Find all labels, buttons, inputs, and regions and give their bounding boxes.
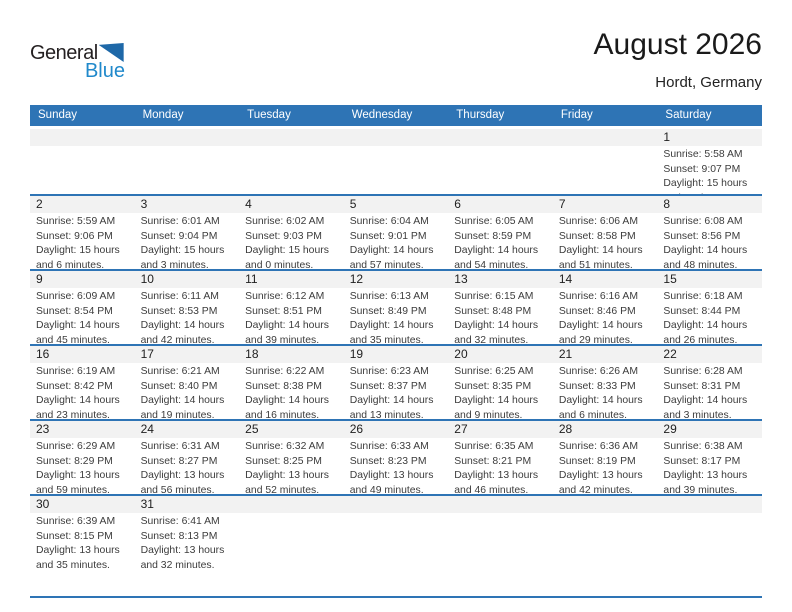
day-details xyxy=(657,146,762,194)
day-number: 6 xyxy=(448,196,553,213)
sunset-text: Sunset: 8:40 PM xyxy=(140,380,218,392)
day-cell-20 xyxy=(448,346,553,419)
sunrise-text: Sunrise: 5:59 AM xyxy=(36,216,116,227)
sunrise-text: Sunrise: 6:26 AM xyxy=(558,366,638,377)
day-number: 7 xyxy=(553,196,658,213)
day-details xyxy=(553,213,658,269)
sunset-text: Sunset: 8:37 PM xyxy=(349,380,427,392)
sunset-text: Sunset: 8:42 PM xyxy=(36,380,113,392)
sunrise-text: Sunrise: 6:19 AM xyxy=(36,366,116,377)
day-number: 3 xyxy=(135,196,240,213)
page-subtitle: Hordt, Germany xyxy=(655,74,762,91)
sunrise-text: Sunrise: 5:58 AM xyxy=(663,149,743,160)
day-cell-21 xyxy=(553,346,658,419)
day-number: 30 xyxy=(30,496,135,513)
daylight-text-line2: and 13 minutes. xyxy=(349,409,424,419)
day-cell-13 xyxy=(448,271,553,344)
sunset-text: Sunset: 8:25 PM xyxy=(245,455,322,467)
calendar-weeks xyxy=(30,129,762,598)
week-row xyxy=(30,496,762,598)
daylight-text-line2: and 49 minutes. xyxy=(349,484,424,494)
day-cell-6 xyxy=(448,196,553,269)
day-cell-28 xyxy=(553,421,658,494)
day-number: 28 xyxy=(553,421,658,438)
daylight-text-line2: and 57 minutes. xyxy=(349,259,424,269)
sunset-text: Sunset: 8:31 PM xyxy=(663,380,741,392)
daylight-text-line2: and 56 minutes. xyxy=(140,484,215,494)
day-details xyxy=(135,363,240,419)
daylight-text-line1: Daylight: 14 hours xyxy=(349,245,434,256)
day-number: 18 xyxy=(239,346,344,363)
day-cell-15 xyxy=(657,271,762,344)
day-number: 21 xyxy=(553,346,658,363)
daylight-text-line1: Daylight: 13 hours xyxy=(349,470,434,481)
sunset-text: Sunset: 8:27 PM xyxy=(140,455,218,467)
sunset-text: Sunset: 8:54 PM xyxy=(36,305,113,317)
day-number: 16 xyxy=(30,346,135,363)
day-number: 23 xyxy=(30,421,135,438)
week-row xyxy=(30,196,762,271)
day-details xyxy=(448,438,553,494)
day-details xyxy=(344,438,449,494)
day-details xyxy=(553,438,658,494)
daylight-text-line2: and 3 minutes. xyxy=(140,259,209,269)
sunset-text: Sunset: 8:59 PM xyxy=(454,230,532,242)
daylight-text-line2: and 9 minutes. xyxy=(454,409,523,419)
sunrise-text: Sunrise: 6:32 AM xyxy=(245,441,325,452)
sunset-text: Sunset: 9:03 PM xyxy=(245,230,322,242)
daylight-text-line1: Daylight: 14 hours xyxy=(140,320,225,331)
day-number: 13 xyxy=(448,271,553,288)
day-cell-8 xyxy=(657,196,762,269)
day-number: 29 xyxy=(657,421,762,438)
day-cell-23 xyxy=(30,421,135,494)
day-details xyxy=(30,288,135,344)
day-details xyxy=(657,513,762,515)
sunrise-text: Sunrise: 6:02 AM xyxy=(245,216,325,227)
day-details xyxy=(344,363,449,419)
sunset-text: Sunset: 9:04 PM xyxy=(140,230,218,242)
daylight-text-line2: and 35 minutes. xyxy=(36,559,110,571)
sunrise-text: Sunrise: 6:08 AM xyxy=(663,216,743,227)
empty-day-cell xyxy=(135,129,240,194)
day-cell-5 xyxy=(344,196,449,269)
day-cell-14 xyxy=(553,271,658,344)
sunrise-text: Sunrise: 6:18 AM xyxy=(663,291,743,302)
sunrise-text: Sunrise: 6:21 AM xyxy=(140,366,220,377)
day-number: 24 xyxy=(135,421,240,438)
day-details xyxy=(30,438,135,494)
day-cell-11 xyxy=(239,271,344,344)
daylight-text-line1: Daylight: 14 hours xyxy=(454,320,539,331)
daylight-text-line2: and 0 minutes. xyxy=(245,259,314,269)
day-number: 4 xyxy=(239,196,344,213)
sunrise-text: Sunrise: 6:13 AM xyxy=(349,291,429,302)
sunset-text: Sunset: 8:49 PM xyxy=(349,305,427,317)
day-details xyxy=(553,146,658,148)
weekday-header-friday: Friday xyxy=(560,109,593,121)
daylight-text-line1: Daylight: 15 hours xyxy=(245,245,329,256)
day-number: 20 xyxy=(448,346,553,363)
sunrise-text: Sunrise: 6:06 AM xyxy=(558,216,638,227)
daylight-text-line1: Daylight: 14 hours xyxy=(663,320,748,331)
day-cell-19 xyxy=(344,346,449,419)
day-details xyxy=(344,288,449,344)
daylight-text-line1: Daylight: 13 hours xyxy=(454,470,539,481)
sunset-text: Sunset: 8:56 PM xyxy=(663,230,741,242)
day-number: 15 xyxy=(657,271,762,288)
day-details xyxy=(344,213,449,269)
day-details xyxy=(657,363,762,419)
sunset-text: Sunset: 8:51 PM xyxy=(245,305,322,317)
day-cell-18 xyxy=(239,346,344,419)
day-details xyxy=(135,288,240,344)
sunset-text: Sunset: 9:01 PM xyxy=(349,230,427,242)
day-details xyxy=(448,363,553,419)
day-details xyxy=(448,513,553,515)
daylight-text-line1: Daylight: 14 hours xyxy=(454,395,539,406)
logo-text-blue: Blue xyxy=(84,60,125,82)
daylight-text-line2: and 54 minutes. xyxy=(454,259,529,269)
sunrise-text: Sunrise: 6:36 AM xyxy=(558,441,638,452)
sunset-text: Sunset: 8:29 PM xyxy=(36,455,113,467)
day-number xyxy=(448,496,553,513)
sunrise-text: Sunrise: 6:16 AM xyxy=(558,291,638,302)
daylight-text-line2: and 45 minutes. xyxy=(36,334,110,344)
daylight-text-line2: and 52 minutes. xyxy=(245,484,320,494)
empty-day-cell xyxy=(239,496,344,596)
daylight-text-line2: and 23 minutes. xyxy=(36,409,110,419)
day-cell-26 xyxy=(344,421,449,494)
day-cell-2 xyxy=(30,196,135,269)
daylight-text-line1: Daylight: 14 hours xyxy=(558,245,643,256)
sunrise-text: Sunrise: 6:28 AM xyxy=(663,366,743,377)
sunrise-text: Sunrise: 6:05 AM xyxy=(454,216,534,227)
day-details xyxy=(239,288,344,344)
daylight-text-line2: and 42 minutes. xyxy=(140,334,215,344)
day-details xyxy=(239,513,344,515)
sunset-text: Sunset: 8:21 PM xyxy=(454,455,532,467)
day-details xyxy=(657,438,762,494)
sunrise-text: Sunrise: 6:41 AM xyxy=(140,516,220,527)
daylight-text-line1: Daylight: 13 hours xyxy=(140,545,225,556)
daylight-text-line1: Daylight: 13 hours xyxy=(558,470,643,481)
sunrise-text: Sunrise: 6:23 AM xyxy=(349,366,429,377)
weekday-header-thursday: Thursday xyxy=(456,109,505,121)
day-number xyxy=(30,129,135,146)
day-details xyxy=(239,363,344,419)
daylight-text-line2: and 6 minutes. xyxy=(558,409,628,419)
daylight-text-line1: Daylight: 15 hours xyxy=(140,245,225,256)
sunset-text: Sunset: 8:58 PM xyxy=(558,230,636,242)
day-number xyxy=(657,496,762,513)
sunset-text: Sunset: 8:38 PM xyxy=(245,380,322,392)
day-number: 17 xyxy=(135,346,240,363)
day-number: 14 xyxy=(553,271,658,288)
day-number: 25 xyxy=(239,421,344,438)
day-number: 1 xyxy=(657,129,762,146)
sunrise-text: Sunrise: 6:25 AM xyxy=(454,366,534,377)
day-cell-4 xyxy=(239,196,344,269)
empty-day-cell xyxy=(30,129,135,194)
sunrise-text: Sunrise: 6:15 AM xyxy=(454,291,534,302)
empty-day-cell xyxy=(344,496,449,596)
day-details xyxy=(239,213,344,269)
daylight-text-line1: Daylight: 14 hours xyxy=(454,245,539,256)
day-number xyxy=(553,496,658,513)
daylight-text-line1: Daylight: 14 hours xyxy=(36,320,120,331)
sunset-text: Sunset: 8:53 PM xyxy=(140,305,218,317)
daylight-text-line1: Daylight: 14 hours xyxy=(349,320,434,331)
day-number xyxy=(448,129,553,146)
page-header xyxy=(30,0,762,105)
daylight-text-line2: and 39 minutes. xyxy=(245,334,320,344)
daylight-text-line1: Daylight: 13 hours xyxy=(36,545,120,556)
sunrise-text: Sunrise: 6:31 AM xyxy=(140,441,220,452)
day-cell-17 xyxy=(135,346,240,419)
daylight-text-line2: and 59 minutes. xyxy=(36,484,110,494)
week-row xyxy=(30,421,762,496)
week-row xyxy=(30,129,762,196)
day-cell-10 xyxy=(135,271,240,344)
daylight-text-line2: and 48 minutes. xyxy=(663,259,738,269)
sunrise-text: Sunrise: 6:29 AM xyxy=(36,441,116,452)
sunrise-text: Sunrise: 6:01 AM xyxy=(140,216,220,227)
day-details xyxy=(553,288,658,344)
day-cell-1 xyxy=(657,129,762,194)
daylight-text-line2: and 32 minutes. xyxy=(454,334,529,344)
day-details xyxy=(239,146,344,148)
sunset-text: Sunset: 8:35 PM xyxy=(454,380,532,392)
daylight-text-line2: and 19 minutes. xyxy=(140,409,215,419)
weekday-header-sunday: Sunday xyxy=(38,109,78,121)
day-cell-3 xyxy=(135,196,240,269)
sunset-text: Sunset: 8:44 PM xyxy=(663,305,741,317)
day-number: 27 xyxy=(448,421,553,438)
daylight-text-line2 xyxy=(663,192,758,195)
day-cell-30 xyxy=(30,496,135,596)
sunset-text: Sunset: 8:33 PM xyxy=(558,380,636,392)
daylight-text-line2: and 46 minutes. xyxy=(454,484,529,494)
empty-day-cell xyxy=(448,496,553,596)
daylight-text-line2: and 26 minutes. xyxy=(663,334,738,344)
day-number xyxy=(344,496,449,513)
day-number: 19 xyxy=(344,346,449,363)
day-details xyxy=(553,363,658,419)
day-cell-12 xyxy=(344,271,449,344)
day-cell-24 xyxy=(135,421,240,494)
day-number: 12 xyxy=(344,271,449,288)
day-details xyxy=(30,513,135,573)
daylight-text-line2: and 35 minutes. xyxy=(349,334,424,344)
day-details xyxy=(135,513,240,573)
sunrise-text: Sunrise: 6:39 AM xyxy=(36,516,116,527)
sunset-text: Sunset: 9:06 PM xyxy=(36,230,113,242)
day-number: 2 xyxy=(30,196,135,213)
day-cell-9 xyxy=(30,271,135,344)
weekday-header-row xyxy=(30,105,762,126)
day-number: 8 xyxy=(657,196,762,213)
day-cell-22 xyxy=(657,346,762,419)
day-number: 5 xyxy=(344,196,449,213)
day-details xyxy=(344,146,449,148)
sunset-text: Sunset: 8:13 PM xyxy=(140,530,218,542)
daylight-text-line2: and 32 minutes. xyxy=(140,559,215,571)
daylight-text-line2: and 42 minutes. xyxy=(558,484,633,494)
daylight-text-line1: Daylight: 15 hours xyxy=(36,245,120,256)
day-cell-29 xyxy=(657,421,762,494)
sunset-text: Sunset: 8:15 PM xyxy=(36,530,113,542)
day-details xyxy=(135,438,240,494)
empty-day-cell xyxy=(553,496,658,596)
sunrise-text: Sunrise: 6:09 AM xyxy=(36,291,116,302)
page-title: August 2026 xyxy=(593,28,762,61)
daylight-text-line2: and 29 minutes. xyxy=(558,334,633,344)
day-number: 11 xyxy=(239,271,344,288)
day-details xyxy=(657,288,762,344)
day-details xyxy=(553,513,658,515)
day-number xyxy=(239,129,344,146)
sunrise-text: Sunrise: 6:04 AM xyxy=(349,216,429,227)
daylight-text-line2: and 39 minutes. xyxy=(663,484,738,494)
day-details xyxy=(30,213,135,269)
sunset-text: Sunset: 8:46 PM xyxy=(558,305,636,317)
daylight-text-line1: Daylight: 14 hours xyxy=(558,395,643,406)
day-number: 10 xyxy=(135,271,240,288)
daylight-text-line1: Daylight: 14 hours xyxy=(558,320,643,331)
empty-day-cell xyxy=(553,129,658,194)
day-cell-16 xyxy=(30,346,135,419)
day-details xyxy=(448,288,553,344)
daylight-text-line1: Daylight: 14 hours xyxy=(245,320,329,331)
day-cell-25 xyxy=(239,421,344,494)
sunrise-text: Sunrise: 6:11 AM xyxy=(140,291,219,302)
day-details xyxy=(239,438,344,494)
week-row xyxy=(30,271,762,346)
daylight-text-line1: Daylight: 14 hours xyxy=(140,395,225,406)
weekday-header-wednesday: Wednesday xyxy=(351,109,413,121)
sunset-text: Sunset: 8:17 PM xyxy=(663,455,741,467)
day-details xyxy=(448,213,553,269)
logo-general-label: General xyxy=(30,42,98,64)
weekday-header-tuesday: Tuesday xyxy=(247,109,291,121)
day-details xyxy=(448,146,553,148)
empty-day-cell xyxy=(448,129,553,194)
sunset-text: Sunset: 8:48 PM xyxy=(454,305,532,317)
daylight-text-line1: Daylight: 13 hours xyxy=(245,470,329,481)
empty-day-cell xyxy=(344,129,449,194)
weekday-header-saturday: Saturday xyxy=(665,109,712,121)
empty-day-cell xyxy=(657,496,762,596)
week-row xyxy=(30,346,762,421)
day-details xyxy=(30,146,135,148)
daylight-text-line1: Daylight: 14 hours xyxy=(245,395,329,406)
day-number xyxy=(135,129,240,146)
day-cell-7 xyxy=(553,196,658,269)
sunrise-text: Sunrise: 6:12 AM xyxy=(245,291,325,302)
day-number: 31 xyxy=(135,496,240,513)
daylight-text-line1: Daylight: 14 hours xyxy=(349,395,434,406)
sunset-text: Sunset: 9:07 PM xyxy=(663,163,741,175)
daylight-text-line2: and 6 minutes. xyxy=(36,259,105,269)
sunrise-text: Sunrise: 6:33 AM xyxy=(349,441,429,452)
day-details xyxy=(135,213,240,269)
day-cell-27 xyxy=(448,421,553,494)
daylight-text-line2: and 16 minutes. xyxy=(245,409,320,419)
day-number xyxy=(344,129,449,146)
sunrise-text: Sunrise: 6:35 AM xyxy=(454,441,534,452)
day-cell-31 xyxy=(135,496,240,596)
day-details xyxy=(135,146,240,148)
daylight-text-line2: and 3 minutes. xyxy=(663,409,732,419)
general-blue-logo xyxy=(30,42,128,82)
day-number: 9 xyxy=(30,271,135,288)
daylight-text-line1: Daylight: 13 hours xyxy=(36,470,120,481)
daylight-text-line1: Daylight: 14 hours xyxy=(663,395,748,406)
day-number xyxy=(239,496,344,513)
day-details xyxy=(30,363,135,419)
day-number: 26 xyxy=(344,421,449,438)
day-details xyxy=(657,213,762,269)
daylight-text-line1: Daylight: 14 hours xyxy=(663,245,748,256)
daylight-text-line1: Daylight: 14 hours xyxy=(36,395,120,406)
weekday-header-monday: Monday xyxy=(142,109,184,121)
daylight-text-line1: Daylight: 15 hours xyxy=(663,178,748,189)
empty-day-cell xyxy=(239,129,344,194)
daylight-text-line1: Daylight: 13 hours xyxy=(140,470,225,481)
sunrise-text: Sunrise: 6:38 AM xyxy=(663,441,743,452)
daylight-text-line2: and 51 minutes. xyxy=(558,259,633,269)
sunrise-text: Sunrise: 6:22 AM xyxy=(245,366,325,377)
daylight-text-line1: Daylight: 13 hours xyxy=(663,470,748,481)
day-details xyxy=(344,513,449,515)
sunset-text: Sunset: 8:23 PM xyxy=(349,455,427,467)
sunset-text: Sunset: 8:19 PM xyxy=(558,455,636,467)
day-number xyxy=(553,129,658,146)
day-number: 22 xyxy=(657,346,762,363)
